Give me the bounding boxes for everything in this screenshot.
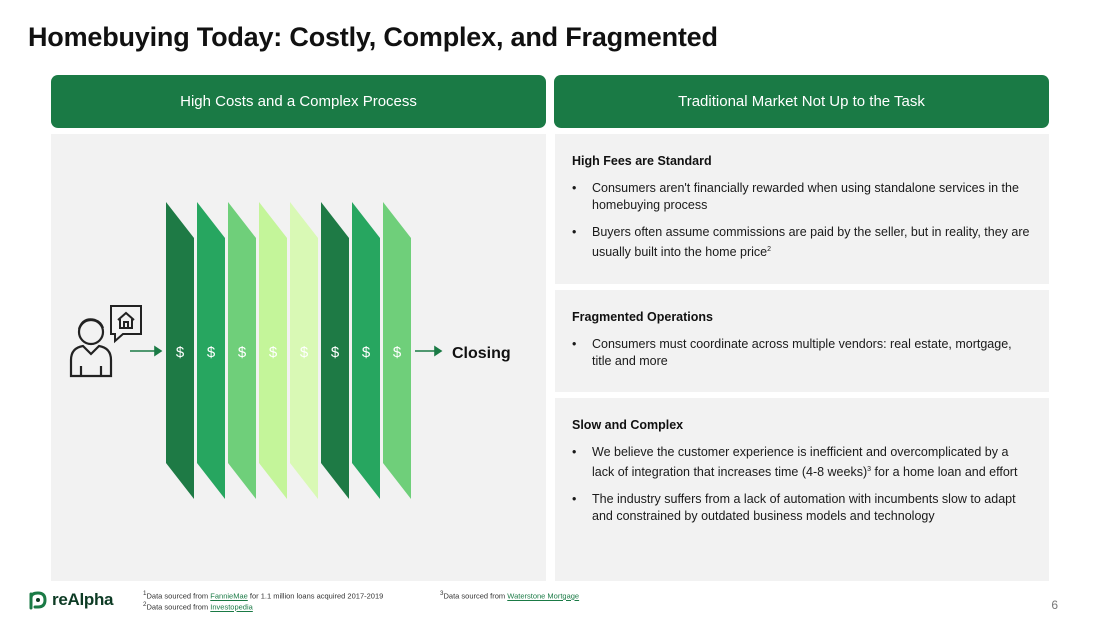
logo-text: reAlpha (52, 590, 114, 609)
section-slow-complex (555, 398, 1049, 581)
investopedia-link[interactable]: Investopedia (210, 602, 253, 612)
house-speech-icon (111, 306, 141, 341)
footnote-1: $^1$Data sourced from FannieMae for 1.1 million loans acquired 2017-2019 (143, 590, 384, 601)
dollar-icon: $ (268, 344, 278, 361)
bullet-item: • Buyers often assume commissions are paid by the seller, but in reality, they are usually built into the home price$^2$ (572, 224, 1031, 261)
section-title: Fragmented Operations (572, 310, 713, 324)
bullet-item: • Consumers must coordinate across multiple vendors: real estate, mortgage, title and more (572, 336, 1031, 370)
realpha-logo[interactable] (28, 590, 113, 610)
arrow-right-icon (415, 347, 441, 355)
footnote-2: $^2$Data sourced from Investopedia (143, 601, 253, 612)
arrow-right-icon (130, 347, 161, 355)
dollar-icon: $ (330, 344, 340, 361)
realpha-logo-icon (28, 590, 48, 610)
section-title: High Fees are Standard (572, 154, 712, 168)
footnote-3: $^3$Data sourced from Waterstone Mortgage (440, 590, 580, 601)
bullet-item: • We believe the customer experience is inefficient and overcomplicated by a lack of integration that increases time (4-8 weeks)$^3$ for a home loan and effort (572, 444, 1031, 481)
slide-title: Homebuying Today: Costly, Complex, and Fragmented (28, 22, 718, 52)
dollar-icon: $ (175, 344, 185, 361)
section-title: Slow and Complex (572, 418, 684, 432)
bullet-item: • The industry suffers from a lack of automation with incumbents slow to adapt and constrained by outdated business models and technology (572, 491, 1031, 525)
person-icon (71, 319, 111, 376)
left-header: High Costs and a Complex Process (51, 75, 546, 128)
waterstone-mortgage-link[interactable]: Waterstone Mortgage (507, 591, 580, 601)
section-fragmented-operations (555, 290, 1049, 392)
bullet-item: • Consumers aren't financially rewarded when using standalone services in the homebuying process (572, 180, 1031, 214)
right-header: Traditional Market Not Up to the Task (554, 75, 1049, 128)
dollar-icon: $ (361, 344, 371, 361)
dollar-icon: $ (392, 344, 402, 361)
closing-label: Closing (452, 345, 511, 362)
process-diagram (51, 134, 546, 581)
process-diagram-panel (51, 134, 546, 581)
page-number: 6 (1051, 598, 1058, 612)
fanniemae-link[interactable]: FannieMae (210, 591, 248, 601)
dollar-icon: $ (206, 344, 216, 361)
dollar-icon: $ (299, 344, 309, 361)
section-high-fees (555, 134, 1049, 284)
dollar-icon: $ (237, 344, 247, 361)
